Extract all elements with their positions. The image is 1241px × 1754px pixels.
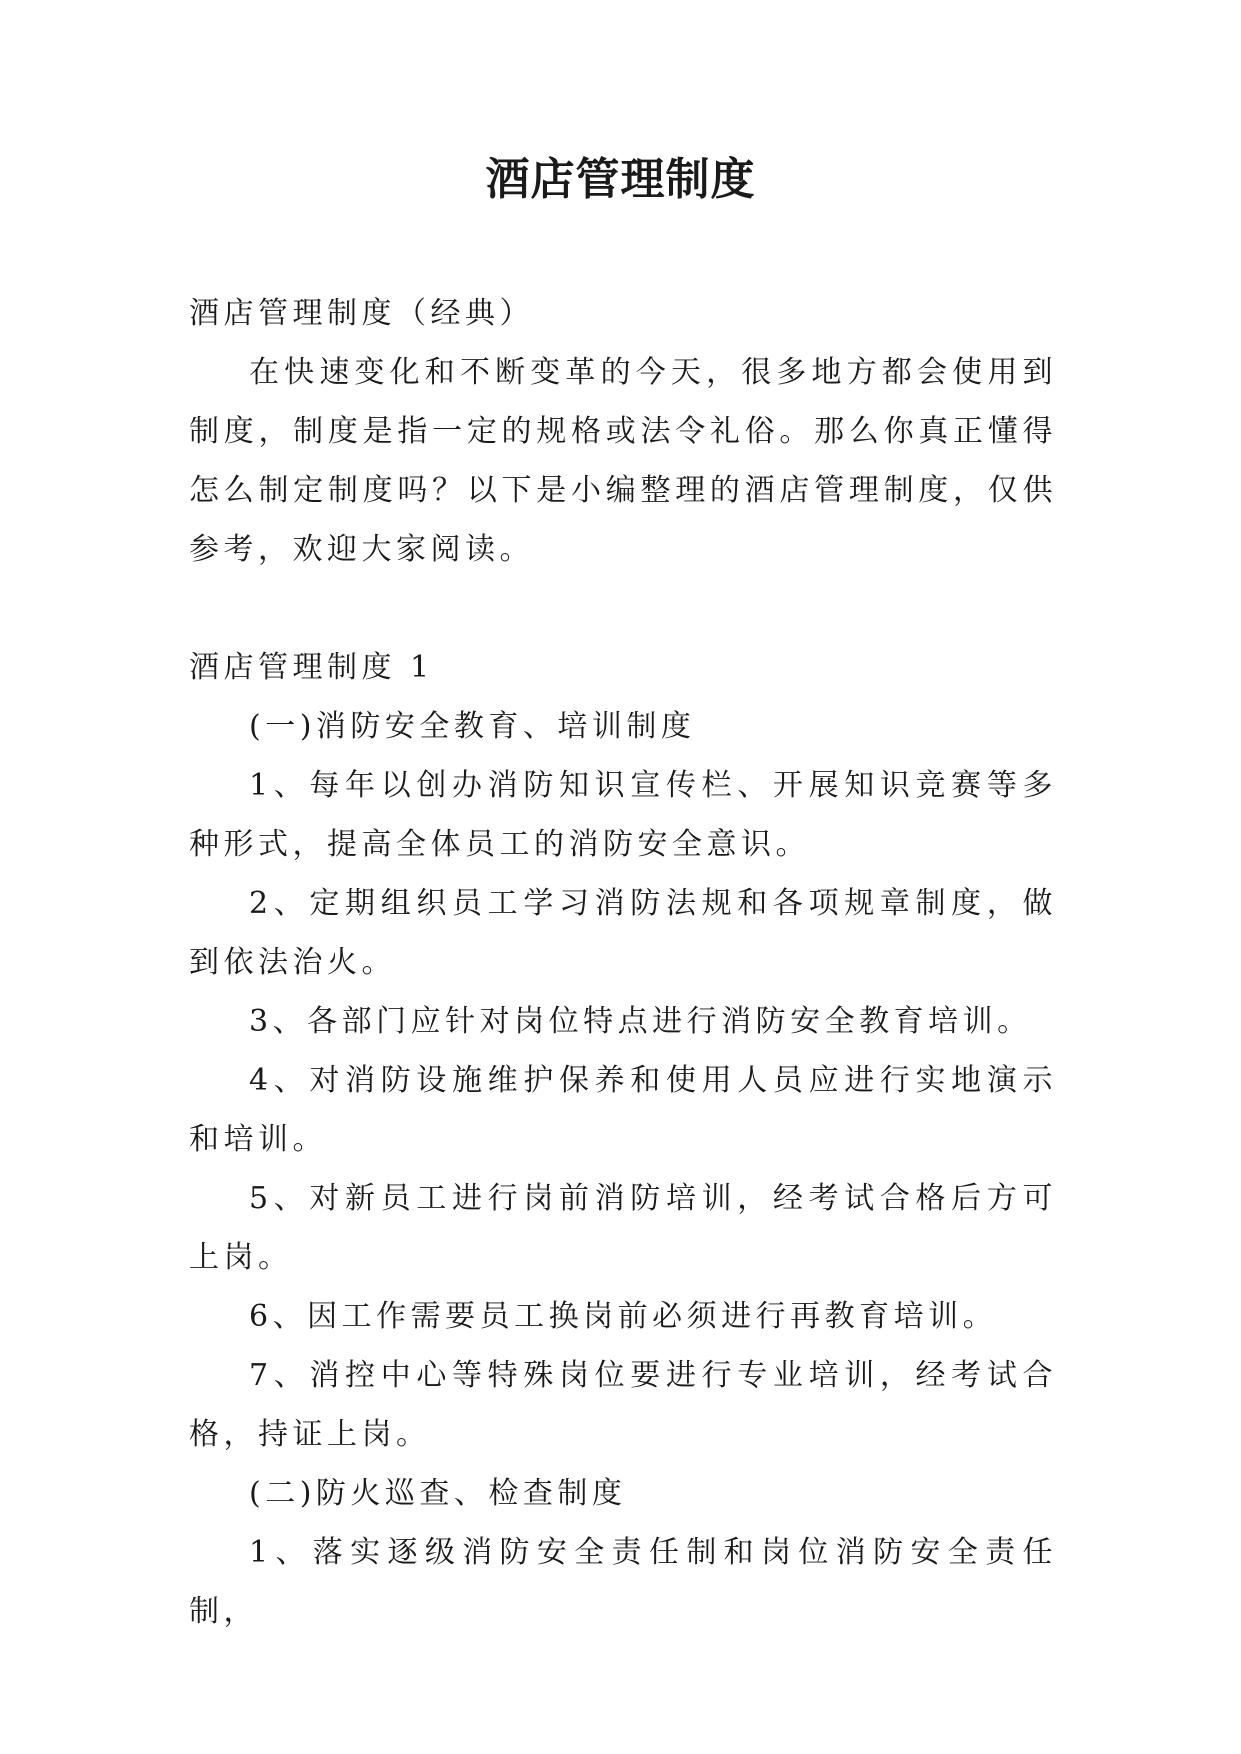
- list-item: 1、每年以创办消防知识宣传栏、开展知识竞赛等多种形式，提高全体员工的消防安全意识。: [189, 768, 1057, 862]
- list-item: 1、落实逐级消防安全责任制和岗位消防安全责任制，: [189, 1535, 1057, 1629]
- intro-paragraph: 在快速变化和不断变革的今天，很多地方都会使用到制度，制度是指一定的规格或法令礼俗。那么你真正懂得怎么制定制度吗？以下是小编整理的酒店管理制度，仅供参考，欢迎大家阅读。: [189, 355, 1057, 567]
- list-item: 3、各部门应针对岗位特点进行消防安全教育培训。: [249, 1004, 1032, 1039]
- paragraph-spacer: [189, 579, 1057, 638]
- list-item: 2、定期组织员工学习消防法规和各项规章制度，做到依法治火。: [189, 886, 1057, 980]
- document-title: 酒店管理制度: [485, 154, 756, 205]
- subsection-heading-fire-training: (一)消防安全教育、培训制度: [249, 709, 696, 744]
- section-heading: 酒店管理制度 1: [189, 650, 434, 685]
- subsection-heading-fire-inspection: (二)防火巡查、检查制度: [249, 1476, 627, 1511]
- document-body: [189, 284, 1057, 1641]
- list-item: 4、对消防设施维护保养和使用人员应进行实地演示和培训。: [189, 1063, 1057, 1157]
- list-item: 5、对新员工进行岗前消防培训，经考试合格后方可上岗。: [189, 1181, 1057, 1275]
- document-subtitle: 酒店管理制度（经典）: [189, 296, 534, 331]
- list-item: 6、因工作需要员工换岗前必须进行再教育培训。: [249, 1299, 998, 1334]
- list-item: 7、消控中心等特殊岗位要进行专业培训，经考试合格，持证上岗。: [189, 1358, 1057, 1452]
